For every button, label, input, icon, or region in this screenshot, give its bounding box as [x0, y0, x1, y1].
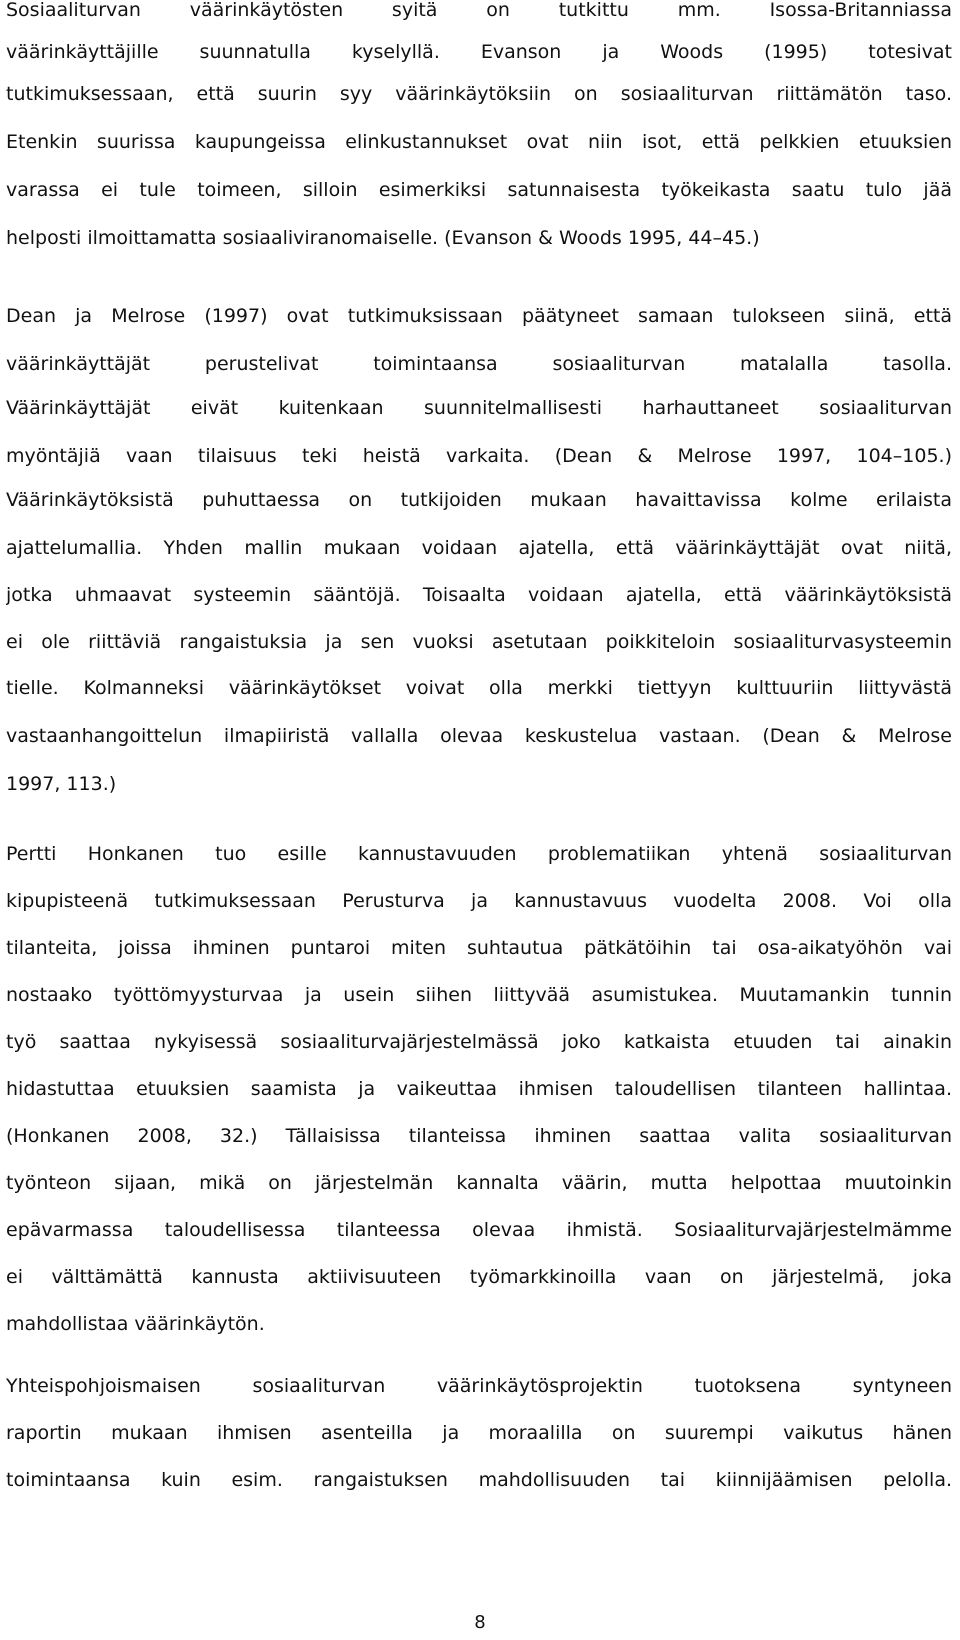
text-line: Etenkin suurissa kaupungeissa elinkustannukset ovat niin isot, että pelkkien etuuksien	[6, 131, 952, 153]
text-line: kipupisteenä tutkimuksessaan Perusturva ja kannustavuus vuodelta 2008. Voi olla	[6, 890, 952, 912]
page-number: 8	[474, 1612, 486, 1633]
text-line: hidastuttaa etuuksien saamista ja vaikeuttaa ihmisen taloudellisen tilanteen hallintaa.	[6, 1078, 952, 1100]
text-line: jotka uhmaavat systeemin sääntöjä. Toisaalta voidaan ajatella, että väärinkäytöksistä	[6, 584, 952, 606]
text-line: tielle. Kolmanneksi väärinkäytökset voivat olla merkki tiettyyn kulttuuriin liittyvästä	[6, 677, 952, 699]
text-line: (Honkanen 2008, 32.) Tällaisissa tilanteissa ihminen saattaa valita sosiaaliturvan	[6, 1125, 952, 1147]
text-line: vastaanhangoittelun ilmapiiristä vallalla olevaa keskustelua vastaan. (Dean & Melrose	[6, 725, 952, 747]
text-line: varassa ei tule toimeen, silloin esimerkiksi satunnaisesta työkeikasta saatu tulo jää	[6, 179, 952, 201]
text-line: raportin mukaan ihmisen asenteilla ja moraalilla on suurempi vaikutus hänen	[6, 1422, 952, 1444]
text-line: työnteon sijaan, mikä on järjestelmän kannalta väärin, mutta helpottaa muutoinkin	[6, 1172, 952, 1194]
paragraph-4	[6, 1374, 952, 1515]
paragraph-1	[6, 0, 952, 274]
text-line: tutkimuksessaan, että suurin syy väärinkäytöksiin on sosiaaliturvan riittämätön taso.	[6, 83, 952, 105]
text-line: ei välttämättä kannusta aktiivisuuteen työmarkkinoilla vaan on järjestelmä, joka	[6, 1266, 952, 1288]
text-line: ei ole riittäviä rangaistuksia ja sen vuoksi asetutaan poikkiteloin sosiaaliturvasysteemin	[6, 631, 952, 653]
text-line: 1997, 113.)	[6, 773, 117, 795]
text-line: Dean ja Melrose (1997) ovat tutkimuksissaan päätyneet samaan tulokseen siinä, että	[6, 305, 952, 327]
text-line: ajattelumallia. Yhden mallin mukaan voidaan ajatella, että väärinkäyttäjät ovat niitä,	[6, 537, 952, 559]
text-line: tilanteita, joissa ihminen puntaroi miten suhtautua pätkätöihin tai osa-aikatyöhön vai	[6, 937, 952, 959]
text-line: helposti ilmoittamatta sosiaaliviranomaiselle. (Evanson & Woods 1995, 44–45.)	[6, 227, 760, 249]
text-line: epävarmassa taloudellisessa tilanteessa olevaa ihmistä. Sosiaaliturvajärjestelmämme	[6, 1219, 952, 1241]
text-line: nostaako työttömyysturvaa ja usein siihen liittyvää asumistukea. Muutamankin tunnin	[6, 984, 952, 1006]
text-line: Väärinkäyttäjät eivät kuitenkaan suunnitelmallisesti harhauttaneet sosiaaliturvan	[6, 397, 952, 419]
text-line: Sosiaaliturvan väärinkäytösten syitä on tutkittu mm. Isossa-Britanniassa	[6, 0, 952, 21]
text-line: Väärinkäytöksistä puhuttaessa on tutkijoiden mukaan havaittavissa kolme erilaista	[6, 489, 952, 511]
text-line: väärinkäyttäjät perustelivat toimintaansa sosiaaliturvan matalalla tasolla.	[6, 353, 952, 375]
paragraph-2	[6, 304, 952, 820]
text-line: väärinkäyttäjille suunnatulla kyselyllä. Evanson ja Woods (1995) totesivat	[6, 41, 952, 63]
text-line: Yhteispohjoismaisen sosiaaliturvan väärinkäytösprojektin tuotoksena syntyneen	[6, 1375, 952, 1397]
paragraph-3	[6, 842, 952, 1359]
text-line: työ saattaa nykyisessä sosiaaliturvajärjestelmässä joko katkaista etuuden tai ainakin	[6, 1031, 952, 1053]
text-line: Pertti Honkanen tuo esille kannustavuuden problematiikan yhtenä sosiaaliturvan	[6, 843, 952, 865]
text-line: toimintaansa kuin esim. rangaistuksen mahdollisuuden tai kiinnijäämisen pelolla.	[6, 1469, 952, 1491]
text-line: myöntäjiä vaan tilaisuus teki heistä varkaita. (Dean & Melrose 1997, 104–105.)	[6, 445, 952, 467]
text-line: mahdollistaa väärinkäytön.	[6, 1313, 265, 1335]
